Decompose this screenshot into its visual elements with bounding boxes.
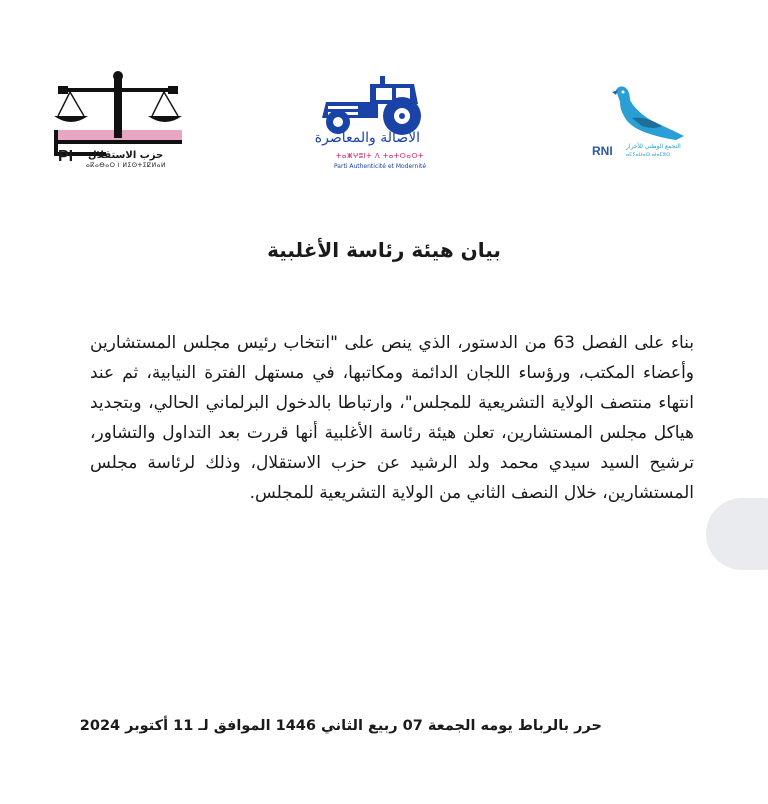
pam-name-arabic: الأصالة والمعاصرة [314, 130, 420, 146]
pi-name-arabic: حزب الاستقلال [88, 150, 164, 161]
rni-logo [594, 80, 704, 180]
dove-icon [606, 82, 696, 146]
pam-name-french: Parti Authenticité et Modernité [333, 163, 427, 170]
side-handle[interactable] [706, 498, 768, 570]
pam-name-tifinagh: ⵜⴰⵥⵖⵓⵏⵜ ⴷ ⵜⴰⵜⵔⴰⵔⵜ [336, 152, 424, 160]
rni-name-arabic: التجمع الوطني للأحرار [626, 143, 681, 150]
document-footer: حرر بالرباط يومه الجمعة 07 ربيع الثاني 1446 الموافق لـ 11 أكتوبر 2024 [79, 718, 602, 734]
document-title: بيان هيئة رئاسة الأغلبية [267, 238, 501, 262]
document-body: بناء على الفصل 63 من الدستور، الذي ينص على "انتخاب رئيس مجلس المستشارين وأعضاء المكتب، ورؤساء اللجان الدائمة ومكاتبها، في مستهل الفترة النيابية، ثم عند انتهاء منتصف الولاية التشريعية للمجلس"، وارتباطا بالدخول البرلماني الحالي، وبتجديد هياكل مجلس المستشارين، تعلن هيئة رئاسة الأغلبية أنها قررت بعد التداول والتشاور، ترشيح السيد سيدي محمد ولد الرشيد عن حزب الاستقلال، وذلك لرئاسة مجلس المستشارين، خلال النصف الثاني من الولاية التشريعية للمجلس. [90, 333, 695, 503]
pi-abbreviation: PI [58, 148, 74, 165]
rni-abbreviation: RNI [592, 144, 613, 158]
pi-name-tifinagh: ⴰⴽⴰⴱⴰⵔ ⵏ ⵍⵉⵙⵜⵉⵇⵍⴰⵍ [86, 162, 166, 169]
tractor-icon [318, 74, 428, 136]
rni-subtext: ⴰⵎⵢⴰⵡⴰⵙ ⴰⵏⴰⵎⵓⵔ [626, 152, 671, 158]
